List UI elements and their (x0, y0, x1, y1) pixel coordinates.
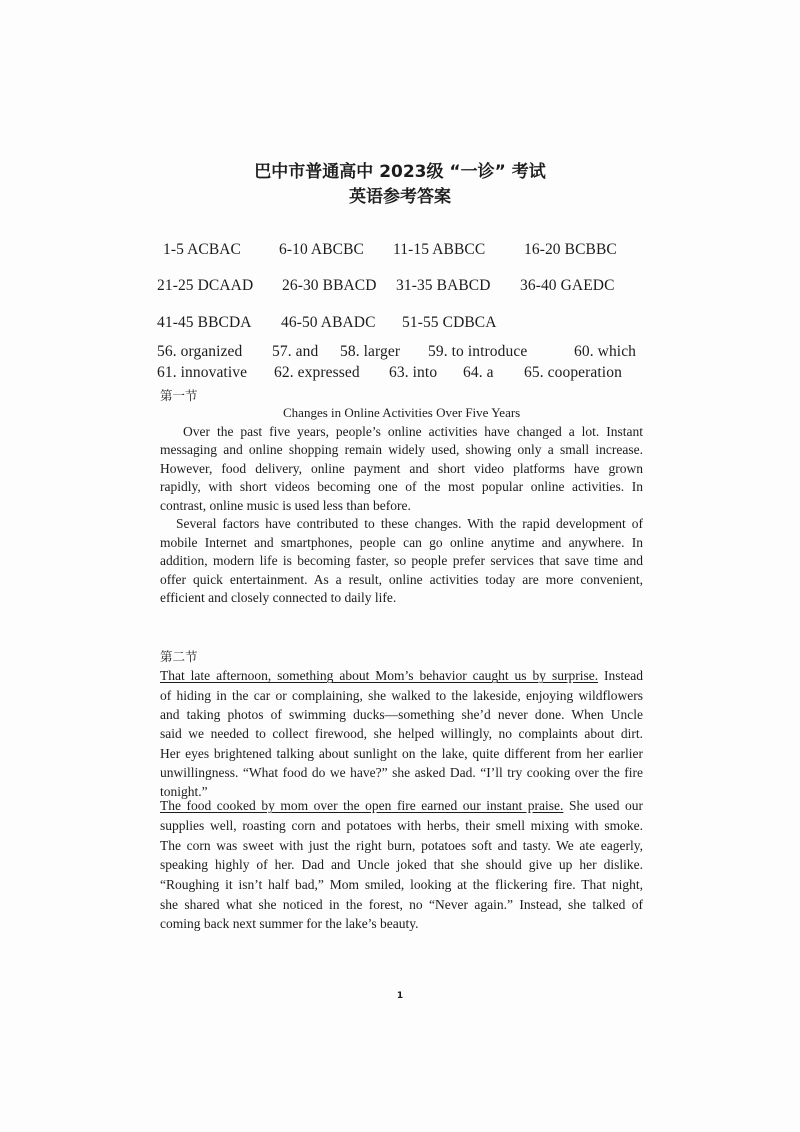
story-line: she shared what she noticed in the forest, no “Never again.” Instead, she talked of (160, 896, 643, 912)
page-number: 1 (396, 991, 404, 1001)
essay-line: contrast, online music is used less than before. (160, 497, 411, 513)
story-line: coming back next summer for the lake’s beauty. (160, 916, 419, 932)
essay-line: Several factors have contributed to these changes. With the rapid development of (176, 516, 643, 532)
answer-group: 31-35 BABCD (396, 277, 491, 294)
story-line: said we needed to collect firewood, she helped willingly, no complaints about dirt. (160, 726, 643, 742)
fill-answer: 59. to introduce (428, 343, 528, 360)
essay-line: offer quick entertainment. As a result, online activities today are more convenient, (160, 571, 643, 587)
fill-answer: 61. innovative (157, 364, 248, 381)
essay-line: efficient and closely connected to daily life. (160, 590, 397, 606)
answer-group: 16-20 BCBBC (524, 241, 617, 258)
exam-subtitle: 英语参考答案 (349, 187, 451, 207)
story-text: She used our (563, 798, 643, 814)
story-text: Instead (598, 668, 644, 684)
answer-group: 21-25 DCAAD (157, 277, 254, 294)
answer-group: 11-15 ABBCC (393, 241, 486, 258)
fill-answer: 56. organized (157, 343, 243, 360)
section-1-label: 第一节 (160, 388, 198, 403)
answer-group: 6-10 ABCBC (279, 241, 364, 258)
given-sentence: That late afternoon, something about Mom’s behavior caught us by surprise. (160, 668, 599, 684)
story-line: supplies well, roasting corn and potatoes with herbs, their smell mixing with smoke. (160, 817, 643, 833)
exam-title: 巴中市普通高中 2023级 “一诊” 考试 (254, 162, 546, 182)
story-line: unwillingness. “What food do we have?” she asked Dad. “I’ll try cooking over the fire (160, 764, 643, 780)
story-line: and taking photos of swimming ducks—something she’d never done. When Uncle (160, 706, 643, 722)
fill-answer: 58. larger (340, 343, 401, 360)
fill-answer: 64. a (463, 364, 494, 381)
essay-line: messaging and online shopping remain widely used, showing only a small increase. (160, 442, 643, 458)
answer-group: 1-5 ACBAC (163, 241, 241, 258)
fill-answer: 63. into (389, 364, 438, 381)
fill-answer: 57. and (272, 343, 319, 360)
story-line: The corn was sweet with just the right burn, potatoes soft and tasty. We ate eagerly, (160, 837, 643, 853)
essay-line: addition, modern life is becoming faster, so people prefer services that save time and (160, 553, 643, 569)
fill-answer: 60. which (574, 343, 637, 360)
essay-line: Over the past five years, people’s online activities have changed a lot. Instant (183, 423, 643, 439)
story-line: speaking highly of her. Dad and Uncle joked that she should give up her dislike. (160, 857, 643, 873)
essay-heading: Changes in Online Activities Over Five Years (283, 405, 521, 420)
answer-group: 26-30 BBACD (282, 277, 377, 294)
section-1-essay (160, 423, 643, 608)
story-line: of hiding in the car or complaining, she walked to the lakeside, enjoying wildflowers (160, 687, 643, 703)
essay-line: However, food delivery, online payment and short video platforms have grown (160, 460, 643, 476)
section-2-label: 第二节 (160, 649, 198, 664)
answer-group: 36-40 GAEDC (520, 277, 615, 294)
story-line: tonight.” (160, 784, 208, 800)
fill-answer: 65. cooperation (524, 364, 622, 381)
story-line: “Roughing it isn’t half bad,” Mom smiled, looking at the flickering fire. That night, (160, 876, 643, 892)
essay-line: rapidly, with short videos becoming one of the most popular online activities. In (160, 479, 643, 495)
answer-group: 46-50 ABADC (281, 314, 376, 331)
answer-group: 41-45 BBCDA (157, 314, 252, 331)
given-sentence: The food cooked by mom over the open fire earned our instant praise. (160, 798, 564, 814)
essay-line: mobile Internet and smartphones, people can go online anytime and anywhere. In (160, 534, 643, 550)
answer-group: 51-55 CDBCA (402, 314, 497, 331)
story-line: Her eyes brightened talking about sunlight on the lake, quite different from her earlier (160, 745, 643, 761)
story-line (160, 796, 643, 816)
continuation-paragraph-1 (160, 666, 643, 801)
fill-answer: 62. expressed (274, 364, 360, 381)
continuation-paragraph-2 (160, 796, 643, 934)
story-line (160, 666, 643, 685)
